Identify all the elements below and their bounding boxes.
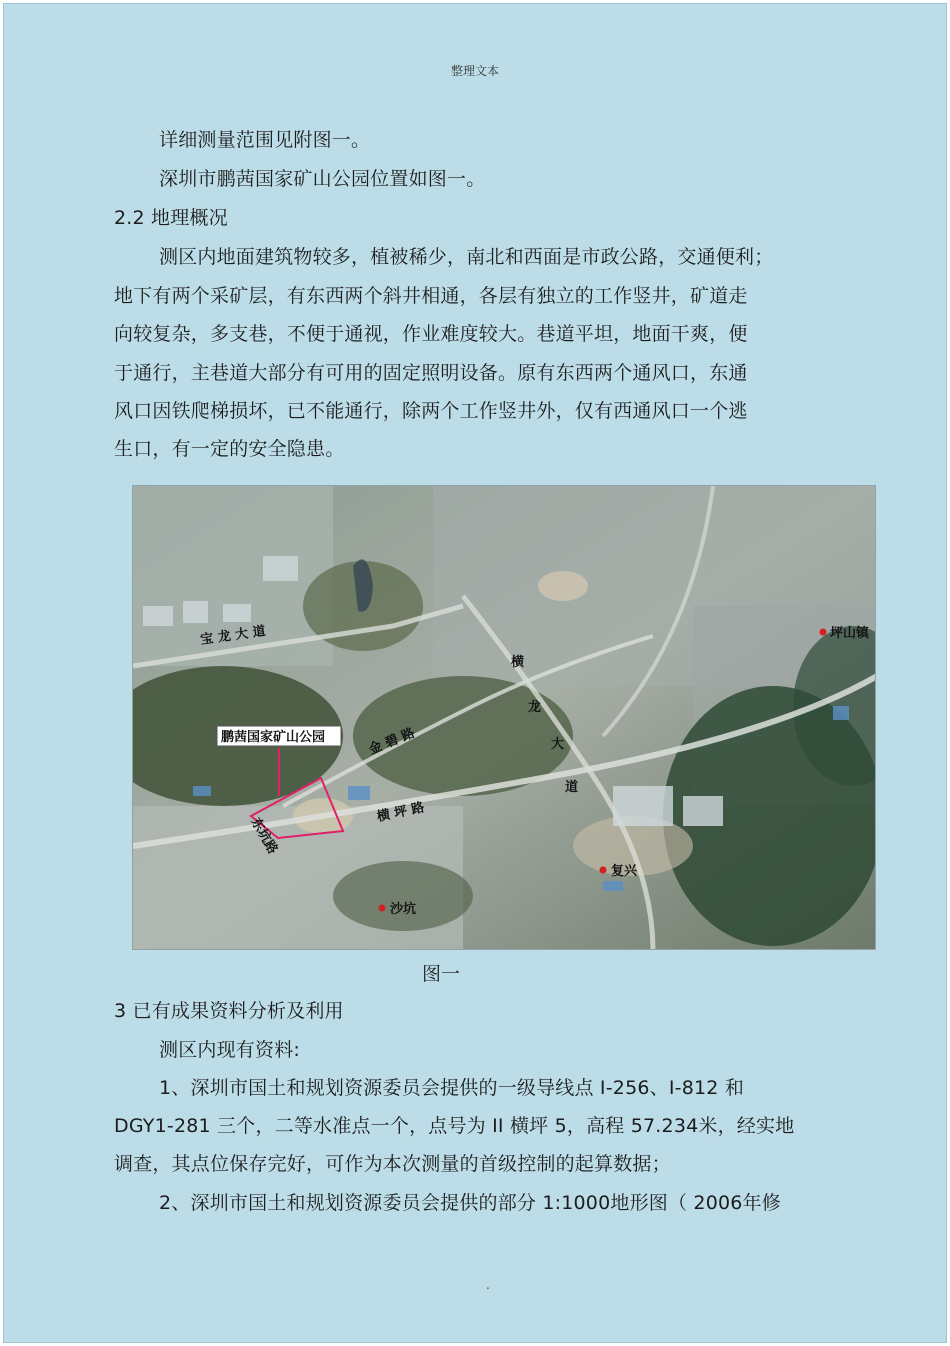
document-page	[3, 3, 947, 1343]
map-label-fuxing: 复兴	[611, 864, 638, 879]
satellite-map-figure	[132, 485, 876, 950]
map-image	[133, 486, 876, 950]
map-label-hengping: 横 坪 路	[375, 800, 426, 825]
paragraph-line: DGY1-281 三个，二等水准点一个，点号为 II 横坪 5，高程 57.234米，经实地	[114, 1115, 795, 1137]
section-heading: 3 已有成果资料分析及利用	[114, 1000, 344, 1022]
paragraph-line: 向较复杂，多支巷，不便于通视，作业难度较大。巷道平坦，地面干爽，便	[114, 323, 748, 345]
paragraph-line: 1、深圳市国土和规划资源委员会提供的一级导线点 I-256、I-812 和	[159, 1077, 745, 1099]
map-label-baolong: 宝 龙 大 道	[199, 623, 267, 648]
map-label-jinbi: 金 碧 路	[366, 725, 418, 758]
paragraph-line: 地下有两个采矿层，有东西两个斜井相通，各层有独立的工作竖井，矿道走	[114, 285, 748, 307]
map-label-park: 鹏茜国家矿山公园	[221, 730, 326, 745]
marker-icon	[379, 905, 386, 912]
paragraph-line: 2、深圳市国土和规划资源委员会提供的部分 1:1000地形图（ 2006年修	[159, 1192, 781, 1214]
map-label-longda: 道	[565, 780, 579, 795]
map-label-pingshan: 坪山镇	[830, 626, 870, 641]
paragraph-line: 详细测量范围见附图一。	[159, 129, 371, 151]
paragraph-line: 测区内地面建筑物较多，植被稀少，南北和西面是市政公路，交通便利；	[159, 246, 774, 268]
map-label-dongkeng: 东坑路	[247, 815, 281, 857]
paragraph-line: 深圳市鹏茜国家矿山公园位置如图一。	[159, 168, 486, 190]
figure-caption: 图一	[422, 963, 461, 985]
paragraph-line: 生口，有一定的安全隐患。	[114, 438, 345, 460]
paragraph-line: 风口因铁爬梯损坏，已不能通行，除两个工作竖井外，仅有西通风口一个逃	[114, 400, 748, 422]
page-footer: .	[486, 1278, 490, 1292]
marker-icon	[600, 867, 607, 874]
map-label-shakeng: 沙坑	[390, 902, 417, 917]
page-header: 整理文本	[450, 64, 499, 78]
section-heading: 2.2 地理概况	[114, 207, 228, 229]
paragraph-line: 于通行，主巷道大部分有可用的固定照明设备。原有东西两个通风口，东通	[114, 362, 748, 384]
marker-icon	[820, 629, 827, 636]
map-label-longda: 龙	[528, 700, 542, 715]
map-label-longda: 横	[511, 655, 525, 670]
map-label-longda: 大	[551, 737, 565, 752]
paragraph-line: 调查，其点位保存完好，可作为本次测量的首级控制的起算数据；	[114, 1153, 671, 1175]
paragraph-line: 测区内现有资料:	[159, 1039, 301, 1061]
